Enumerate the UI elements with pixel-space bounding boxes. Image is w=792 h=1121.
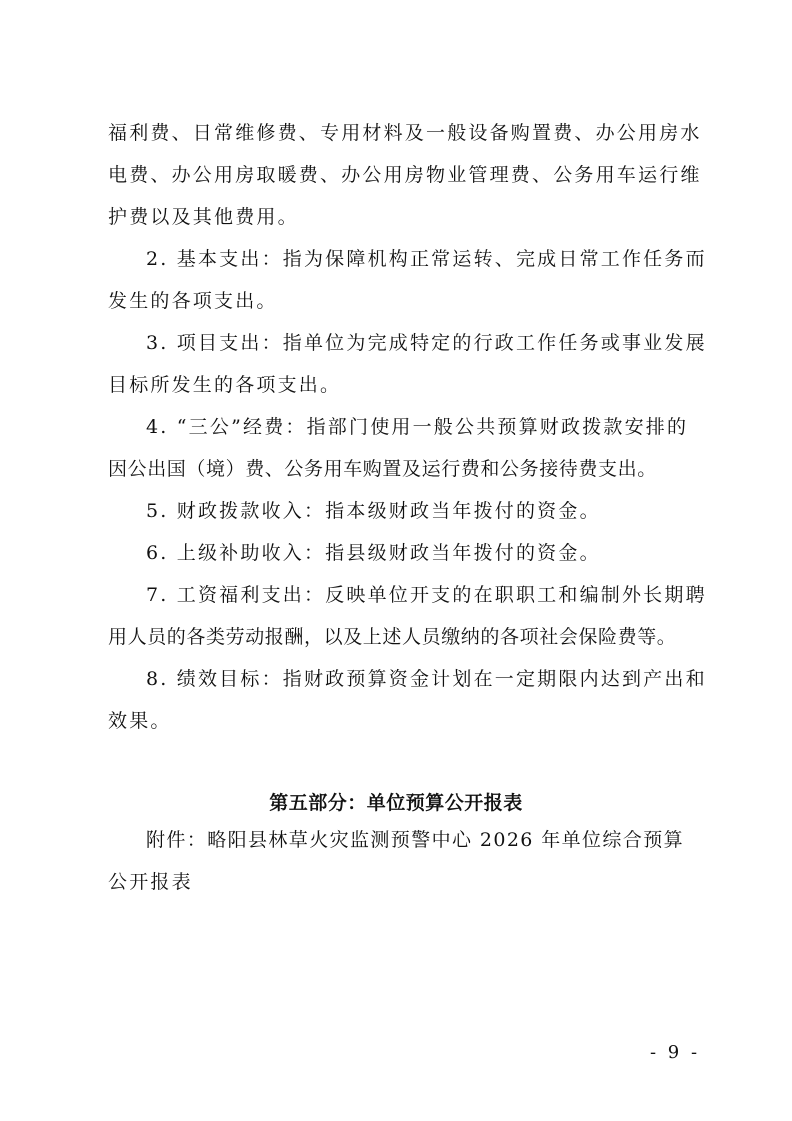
section-heading: 第五部分：单位预算公开报表 xyxy=(269,792,523,814)
attachment-line-continued: 公开报表 xyxy=(108,871,193,893)
definition-item-3: 3. 项目支出：指单位为完成特定的行政工作任务或事业发展 xyxy=(146,332,707,354)
paragraph-line: 因公出国（境）费、公务用车购置及运行费和公务接待费支出。 xyxy=(108,458,657,480)
paragraph-line: 发生的各项支出。 xyxy=(108,290,278,312)
paragraph-line: 电费、办公用房取暖费、办公用房物业管理费、公务用车运行维 xyxy=(108,164,702,186)
definition-item-4: 4. “三公”经费：指部门使用一般公共预算财政拨款安排的 xyxy=(146,416,689,438)
paragraph-line: 目标所发生的各项支出。 xyxy=(108,374,342,396)
definition-item-5: 5. 财政拨款收入：指本级财政当年拨付的资金。 xyxy=(146,500,601,522)
definition-item-6: 6. 上级补助收入：指县级财政当年拨付的资金。 xyxy=(146,542,601,564)
page-number: - 9 - xyxy=(649,1042,701,1063)
attachment-line: 附件：略阳县林草火灾监测预警中心 2026 年单位综合预算 xyxy=(146,829,685,851)
definition-item-2: 2. 基本支出：指为保障机构正常运转、完成日常工作任务而 xyxy=(146,248,707,270)
paragraph-line: 福利费、日常维修费、专用材料及一般设备购置费、办公用房水 xyxy=(108,122,702,144)
paragraph-line: 护费以及其他费用。 xyxy=(108,206,299,228)
paragraph-line: 效果。 xyxy=(108,710,172,732)
paragraph-line: 用人员的各类劳动报酬，以及上述人员缴纳的各项社会保险费等。 xyxy=(108,626,677,648)
definition-item-7: 7. 工资福利支出：反映单位开支的在职职工和编制外长期聘 xyxy=(146,584,707,606)
definition-item-8: 8. 绩效目标：指财政预算资金计划在一定期限内达到产出和 xyxy=(146,668,707,690)
